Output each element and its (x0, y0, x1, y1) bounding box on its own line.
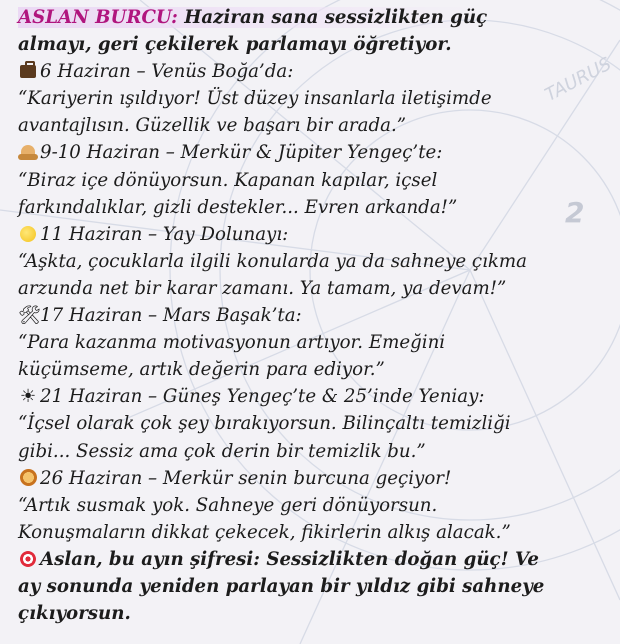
section-text-line: “Para kazanma motivasyonun artıyor. Emeğini (18, 332, 446, 354)
section-heading: 6 Haziran – Venüs Boğa’da: (18, 58, 610, 85)
closing-line-1: Aslan, bu ayın şifresi: Sessizlikten doğan güç! Ve (18, 546, 610, 573)
title-line-1 (18, 4, 610, 31)
section-text-line: “Kariyerin ışıldıyor! Üst düzey insanlarla iletişimde (18, 88, 492, 110)
section-text-line: küçümseme, artık değerin para ediyor.” (18, 359, 385, 381)
section-text-line: avantajlısın. Güzellik ve başarı bir arada.” (18, 115, 407, 137)
section-text-line: “Artık susmak yok. Sahneye geri dönüyorsun. (18, 494, 438, 516)
section-heading: 9-10 Haziran – Merkür & Jüpiter Yengeç’te: (18, 139, 610, 166)
section-heading: 26 Haziran – Merkür senin burcuna geçiyor! (18, 465, 610, 492)
section-text-line: gibi... Sessiz ama çok derin bir temizlik bu.” (18, 440, 426, 462)
section-heading: 🛠17 Haziran – Mars Başak’ta: (18, 302, 610, 329)
section-text-line: “İçsel olarak çok şey bırakıyorsun. Bilinçaltı temizliği (18, 413, 511, 435)
title-line-2: almayı, geri çekilerek parlamayı öğretiyor. (18, 34, 452, 56)
sun-icon: ☀ (19, 386, 37, 408)
title-text: Haziran sana sessizlikten güç (184, 7, 488, 28)
section-text-line: arzunda net bir karar zamanı. Ya tamam, ya devam!” (18, 277, 507, 299)
section-sun-new-moon (18, 383, 610, 464)
section-heading: 11 Haziran – Yay Dolunayı: (18, 221, 610, 248)
section-text-line: “Biraz içe dönüyorsun. Kapanan kapılar, içsel (18, 169, 438, 191)
meditation-icon (18, 139, 38, 166)
section-text-line: farkındalıklar, gizli destekler... Evren arkanda!” (18, 196, 458, 218)
title-label: ASLAN BURCU: (18, 7, 178, 28)
watermark-taurus: TAURUS (541, 53, 615, 106)
target-icon (18, 546, 38, 573)
watermark-number: 2 (565, 196, 585, 229)
section-full-moon (18, 221, 610, 302)
closing-line-3: çıkıyorsun. (18, 603, 131, 625)
section-text-line: Konuşmaların dikkat çekecek, fikirlerin alkış alacak.” (18, 521, 511, 543)
section-mercury-leo (18, 465, 610, 546)
section-mercury-jupiter (18, 139, 610, 220)
section-heading: ☀ 21 Haziran – Güneş Yengeç’te & 25’inde Yeniay: (18, 383, 610, 410)
closing-message (18, 546, 610, 627)
section-text-line: “Aşkta, çocuklarla ilgili konularda ya da sahneye çıkma (18, 250, 527, 272)
closing-line-2: ay sonunda yeniden parlayan bir yıldız gibi sahneye (18, 575, 545, 597)
hammer-wrench-icon: 🛠 (18, 305, 42, 327)
full-moon-icon (18, 221, 38, 248)
section-venus (18, 58, 610, 139)
section-mars (18, 302, 610, 383)
lion-icon (18, 465, 38, 492)
briefcase-icon (18, 58, 38, 85)
